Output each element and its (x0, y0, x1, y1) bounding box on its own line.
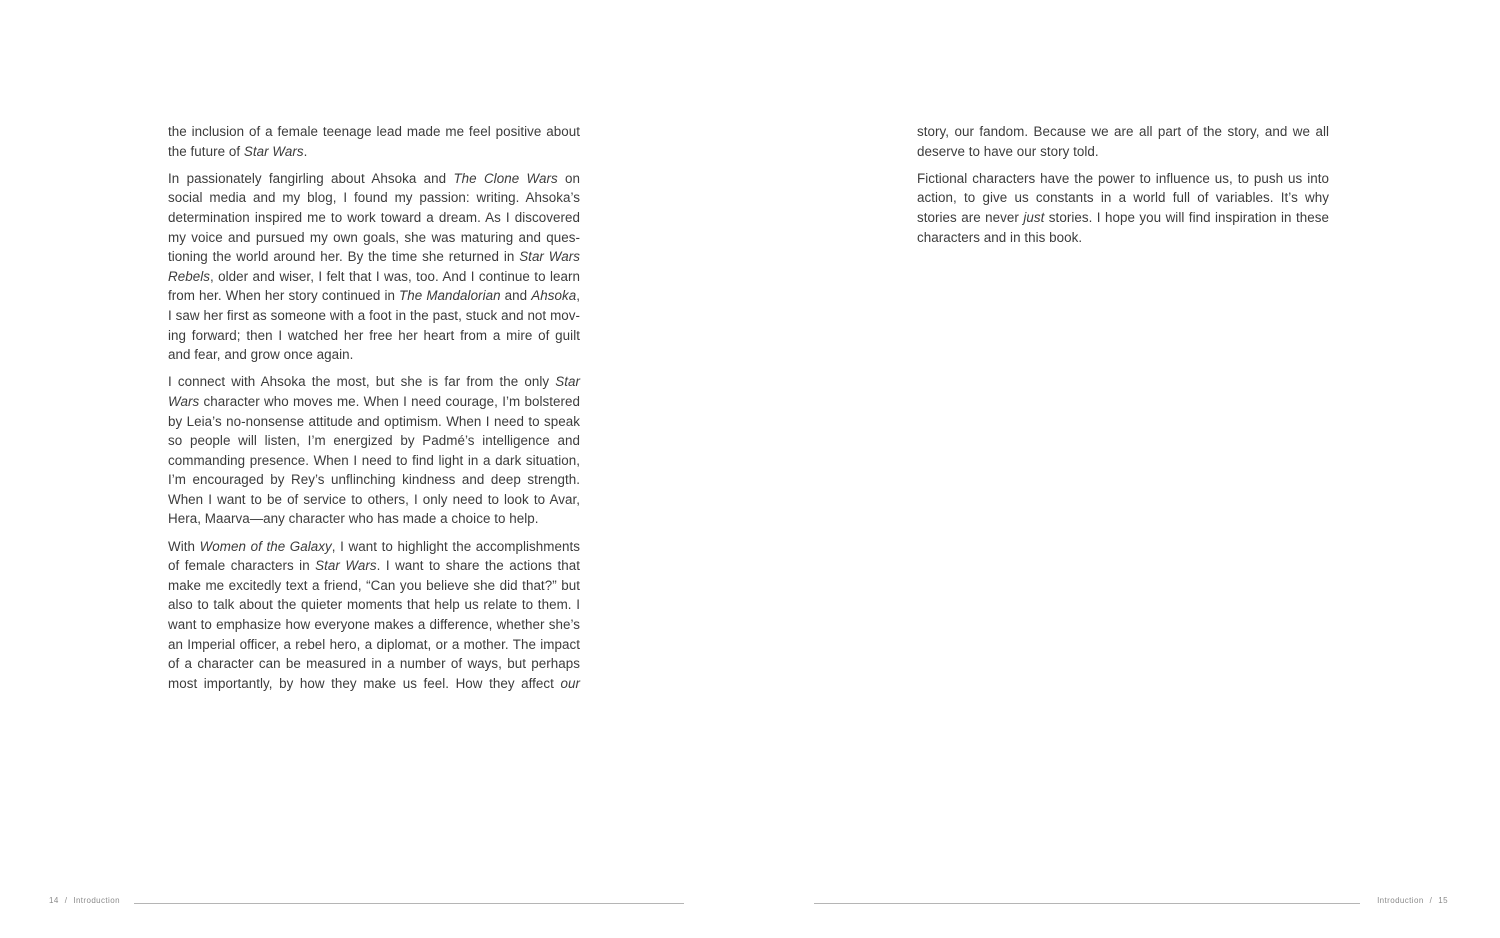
text-run: , older and wiser, I felt that I was, too. And I continue to learn from her. When her story continued in (168, 268, 580, 304)
section-title: Introduction (1377, 896, 1424, 906)
italic-text: just (1023, 209, 1045, 225)
footer-separator: / (1429, 896, 1433, 906)
footer-separator: / (64, 896, 68, 906)
text-run: character who moves me. When I need courage, I’m bolstered by Leia’s no-nonsense attitude and optimism. When I need to speak so people will listen, I’m energized by Padmé’s intelligence and commanding presence. When I need to find light in a dark situation, I’m encouraged by Rey’s unflinching kindness and deep strength. When I want to be of service to others, I only need to look to Avar, Hera, Maarva—any character who has made a choice to help. (168, 393, 580, 527)
left-paragraph (168, 537, 580, 694)
text-run: . I want to share the actions that make me excitedly text a friend, “Can you believe she did that?” but also to talk about the quieter moments that help us relate to them. I want to emphasize how everyone makes a difference, whether she’s an Imperial officer, a rebel hero, a diplomat, or a mother. The impact of a character can be measured in a number of ways, but perhaps most importantly, by how they make us feel. How they affect (168, 558, 580, 691)
left-paragraph (168, 122, 580, 161)
text-run: and (500, 288, 532, 304)
section-title: Introduction (73, 896, 120, 906)
footer-rule (134, 903, 684, 904)
text-run: , I saw her first as someone with a foot in the past, stuck and not moving forward; then I watched her free her heart from a mire of guilt and fear, and grow once again. (168, 288, 580, 363)
text-run: the inclusion of a female teenage lead made me feel positive about the future of (168, 124, 580, 159)
footer-rule (814, 903, 1360, 904)
left-paragraph (168, 372, 580, 529)
text-run: I connect with Ahsoka the most, but she is far from the only (168, 374, 556, 390)
text-run: With (168, 538, 200, 554)
page-number: 14 (49, 896, 59, 906)
text-run: , I want to highlight the accomplishments of female characters in (168, 538, 580, 574)
right-paragraph (917, 169, 1329, 247)
italic-text: The Clone Wars (453, 170, 558, 186)
text-run: story, our fandom. Because we are all part of the story, and we all deserve to have our story told. (917, 124, 1329, 159)
left-page-text (168, 122, 580, 701)
right-paragraph (917, 122, 1329, 161)
italic-text: Ahsoka (531, 288, 577, 304)
text-run: In passionately fangirling about Ahsoka and (168, 170, 454, 186)
left-footer (49, 896, 120, 910)
italic-text: our (560, 675, 580, 691)
page-number: 15 (1438, 896, 1448, 906)
italic-text: Star Wars (315, 558, 377, 574)
italic-text: The Mandalorian (399, 288, 501, 304)
italic-text: Star Wars Rebels (168, 249, 580, 284)
text-run: . (303, 143, 308, 159)
italic-text: Star Wars (243, 143, 304, 159)
italic-text: Star Wars (168, 374, 580, 409)
text-run: Fictional characters have the power to influence us, to push us into action, to give us constants in a world full of variables. It’s why stories are never (917, 170, 1329, 225)
right-page (750, 0, 1500, 938)
text-run: on social media and my blog, I found my passion: writing. Ahsoka’s determination inspired me to work toward a dream. As I discovered my voice and pursued my own goals, she was maturing and questioning the world around her. By the time she returned in (168, 170, 580, 265)
left-paragraph (168, 169, 580, 365)
text-run: stories. I hope you will find inspiration in these characters and in this book. (917, 209, 1329, 245)
right-footer (1377, 896, 1448, 910)
italic-text: Women of the Galaxy (199, 538, 332, 554)
right-page-text (917, 122, 1329, 255)
